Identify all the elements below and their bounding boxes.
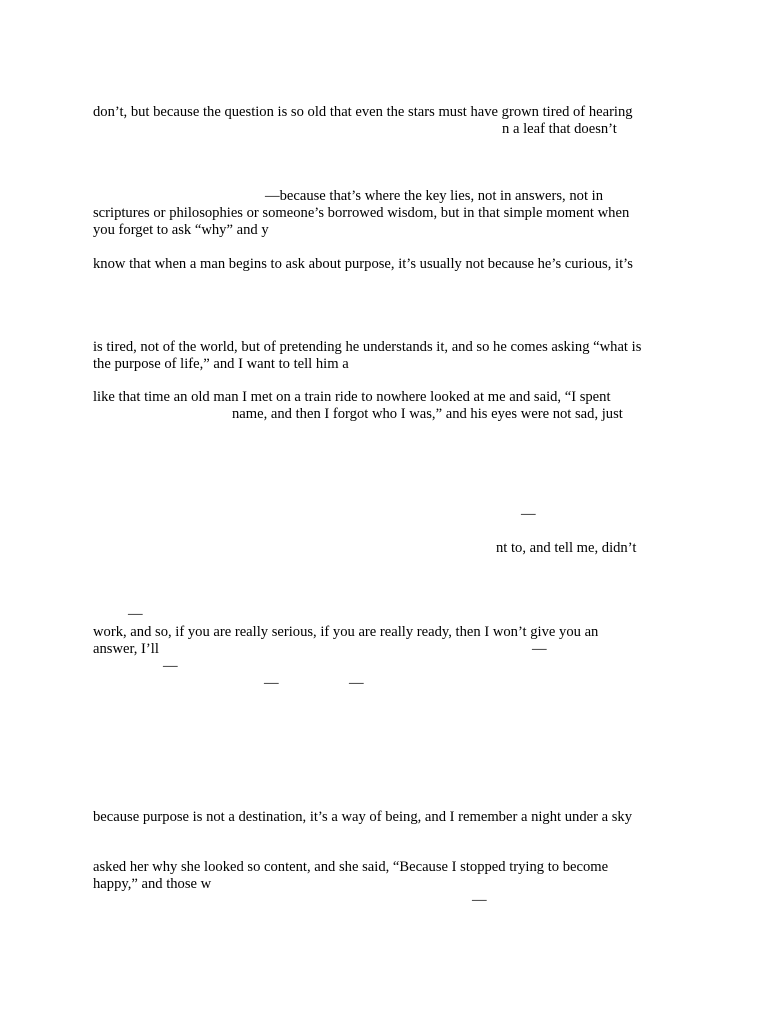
text-line: asked her why she looked so content, and she said, “Because I stopped trying to become [93,859,609,875]
text-line: — [349,675,364,691]
text-line: — [472,892,487,908]
text-line: don’t, but because the question is so old that even the stars must have grown tired of hearing [93,104,633,120]
text-line: you forget to ask “why” and y [93,222,269,238]
text-line: is tired, not of the world, but of pretending he understands it, and so he comes asking “what is [93,339,642,355]
text-line: like that time an old man I met on a train ride to nowhere looked at me and said, “I spent [93,389,611,405]
text-line: — [163,658,178,674]
text-line: answer, I’ll [93,641,159,657]
text-line: happy,” and those w [93,876,212,892]
text-line: —because that’s where the key lies, not in answers, not in [265,188,604,204]
text-line: name, and then I forgot who I was,” and his eyes were not sad, just [232,406,623,422]
text-line: scriptures or philosophies or someone’s borrowed wisdom, but in that simple moment when [93,205,630,221]
text-line: because purpose is not a destination, it’s a way of being, and I remember a night under a sky [93,809,633,825]
text-line: — [521,506,536,522]
text-line: — [532,641,547,657]
text-line: — [264,675,279,691]
text-line: nt to, and tell me, didn’t [496,540,637,556]
text-line: n a leaf that doesn’t [502,121,617,137]
text-line: work, and so, if you are really serious, if you are really ready, then I won’t give you an [93,624,599,640]
text-line: — [128,606,143,622]
text-line: the purpose of life,” and I want to tell him a [93,356,349,372]
text-line: know that when a man begins to ask about purpose, it’s usually not because he’s curious, it’s [93,256,633,272]
